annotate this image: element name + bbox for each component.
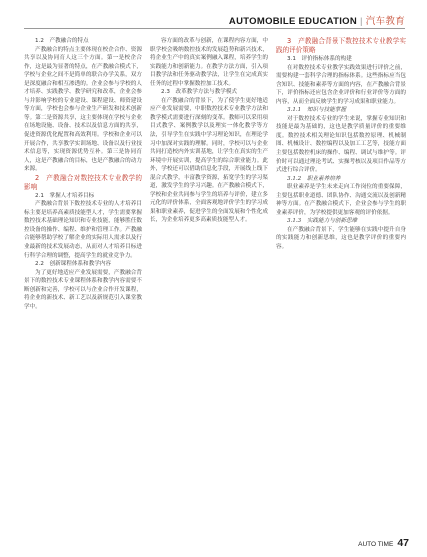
text-column-2 bbox=[150, 37, 268, 225]
paragraph: 为了更好地适应产业发展需要，产教融合背景下的数控技术专业课程体系和教学内容需要不断创新和完善，学校可以与企业合作开发课程，将企业的新技术、新工艺以及新规范引入课堂教学中。 bbox=[24, 269, 142, 310]
journal-header bbox=[229, 13, 405, 27]
subsection-heading: 3.1 评价指标体系的构建 bbox=[287, 56, 352, 62]
subsection-heading: 2.1 掌握人才培养目标 bbox=[35, 192, 95, 199]
section-heading: 2 产教融合对数控技术专业教学的影响 bbox=[24, 173, 142, 191]
header-separator: | bbox=[360, 16, 363, 27]
header-title-en: AUTOMOBILE EDUCATION bbox=[228, 16, 358, 27]
paragraph: 在产教融合背景下，学生能够在实践中提升自身的实践能力和创新思维，这也是教学评价的重要内容。 bbox=[276, 226, 406, 251]
header-title-cn: 汽车教育 bbox=[365, 16, 405, 27]
subsection-heading: 3.1.3 实践能力与创新思维 bbox=[287, 218, 358, 225]
paragraph: 对于数控技术专业的学生来说，掌握专业知识和技能是最为基础的，这也是教学质量评价的重要维度。数控技术相关理论知识包括数控原理、机械制图、机械设计、数控编程以及加工工艺等，技能方面主要包括数控机床的操作、编程、调试与维护等。评价时可以通过理论考试、实操考核以及项目作品等方式进行综合评价。 bbox=[276, 115, 406, 174]
paragraph: 职业素养是学生未来走向工作岗位的重要保障，主要包括职业道德、团队协作、沟通交流以及创新精神等方面。在产教融合模式下，企业会参与学生的职业素养评价，为学校提供更加客观的评价依据。 bbox=[276, 184, 406, 216]
subsection-heading: 2.3 改革教学方法与教学模式 bbox=[161, 89, 238, 96]
section-heading: 3 产教融合背景下数控技术专业教学实践的评价策略 bbox=[276, 37, 406, 54]
paragraph: 在产教融合的背景下，为了使学生更好地适应产业发展需要，中职数控技术专业教学方法和教学模式需要进行深刻的变革。教师可以采用项目式教学、案例教学以及理实一体化教学等方法，引导学生在实践中学习理论知识，在理论学习中加深对实践的理解。同时，学校可以与企业共同打造校内外实训基地，让学生在真实的生产环境中开展实训，提高学生的综合职业能力。此外，学校还可以借助信息化手段，开展线上线下混合式教学，丰富教学资源，拓宽学生的学习渠道，激发学生的学习兴趣。在产教融合模式下，学校和企业共同参与学生的培养与评价，建立多元化的评价体系，全面客观地评价学生的学习成果和职业素养，促进学生的全面发展和个性化成长，为企业培养更多高素质技能型人才。 bbox=[150, 97, 268, 224]
paragraph: 产教融合背景下数控技术专业的人才培养目标主要是培养高素质技能型人才，学生需要掌握数控技术基础理论知识和专业技能，能够胜任数控设备的操作、编程、维护和管理工作。产教融合能够帮助学校了解企业的实际用人需求以及行业最新的技术发展动态，从而对人才培养目标进行科学合理的调整，提高学生的就业竞争力。 bbox=[24, 201, 142, 259]
text-column-3 bbox=[276, 37, 406, 252]
subsection-heading: 2.2 创新课程体系和教学内容 bbox=[35, 261, 112, 268]
subsection-heading: 3.1.2 职业素养培养 bbox=[287, 175, 341, 182]
text-column-1 bbox=[24, 37, 142, 311]
page-number: 47 bbox=[397, 537, 409, 549]
paragraph: 在对数控技术专业教学实践效果进行评价之前，需要构建一套科学合理的指标体系。这些指标应当包含知识、技能和素养等方面的内容，在产教融合背景下，评价指标还应包含企业评价和行业评价等方面的内容，从而全面反映学生的学习成果和职业能力。 bbox=[276, 64, 406, 105]
subsection-heading: 3.1.1 知识与技能掌握 bbox=[287, 107, 346, 114]
page-footer bbox=[358, 537, 409, 549]
header-rule bbox=[24, 28, 405, 29]
paragraph: 容方面的改革与创新，在课程内容方面，中职学校会吸纳数控技术的发展趋势和新兴技术，将企业生产中的真实案例融入课程，培养学生的实践能力和创新能力。在教学方法方面，引入项目教学法和任务驱动教学法，让学生在完成真实任务的过程中掌握数控加工技术。 bbox=[150, 38, 268, 87]
footer-label: AUTO TIME bbox=[358, 541, 394, 548]
subsection-heading: 1.2 产教融合的特点 bbox=[35, 38, 89, 44]
paragraph: 产教融合的特点主要体现在校企合作、资源共享以及协同育人这三个方面。第一是校企合作，这是最为显著的特点，在产教融合模式下，学校与企业之间不是简单的联合办学关系，双方是深度融合和相互渗透的。企业会参与学校的人才培养、实践教学、教学研究和改革，企业会参与并影响学校的专业建设、课程建设、师资建设等方面，学校也会参与企业生产研发和技术创新等。第二是资源共享，这主要体现在学校与企业在场地设施、设备、技术以及信息方面的共享，促进资源优化配置和高效利用。学校和企业可以开展合作，共享教学实训场地、设备以及行业技术信息等，实现资源优势互补。第三是协同育人，这是产教融合的目标，也是产教融合的动力来源。 bbox=[24, 46, 142, 173]
